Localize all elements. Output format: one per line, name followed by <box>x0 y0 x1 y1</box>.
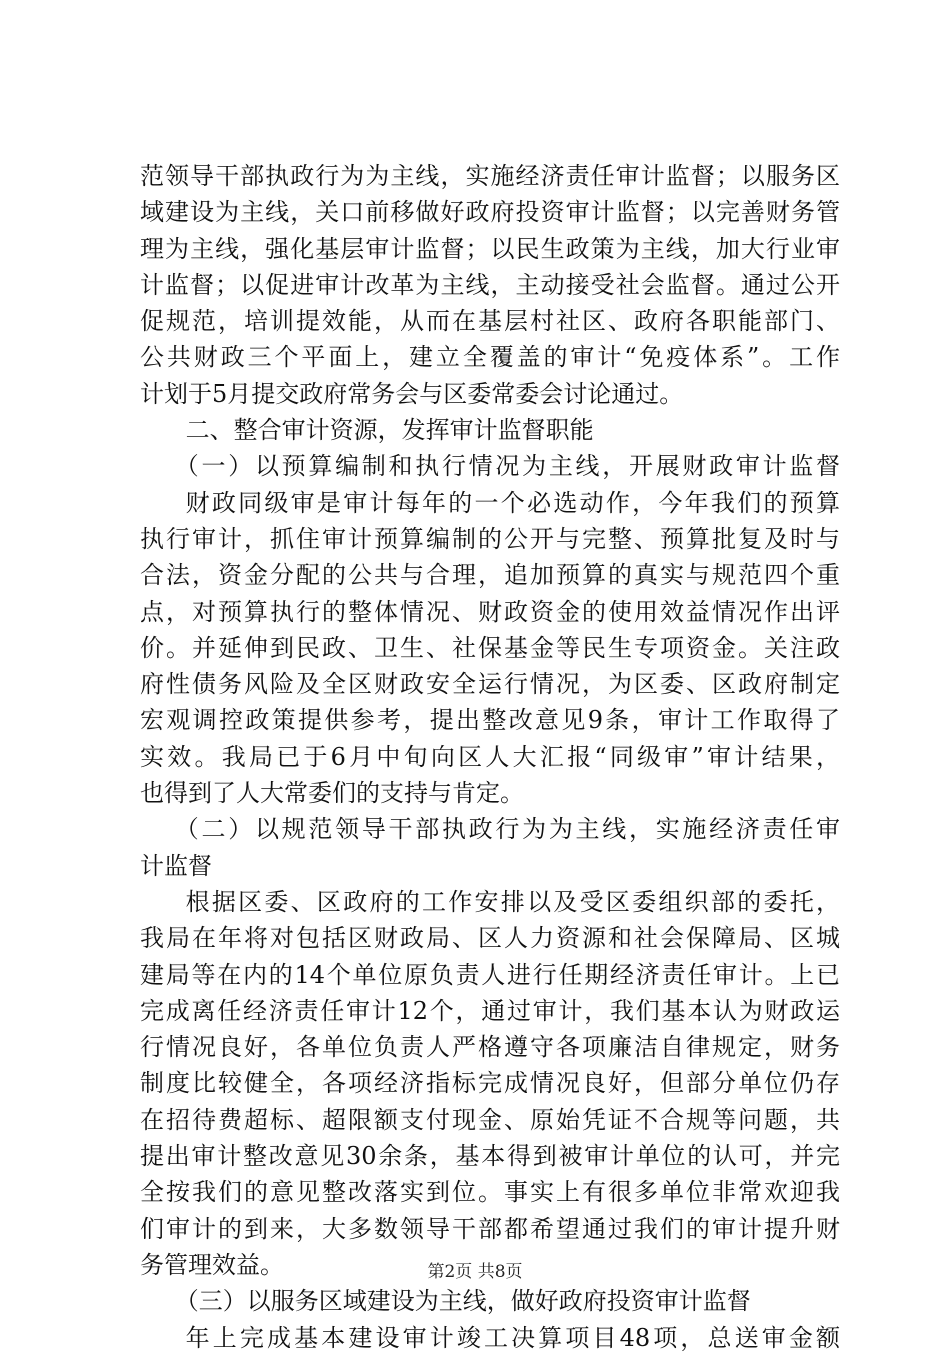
text-line: 范领导干部执政行为为主线，实施经济责任审计监督；以服务区 <box>140 162 840 190</box>
text-line: 公共财政三个平面上，建立全覆盖的审计“免疫体系”。工作 <box>140 343 840 372</box>
text-line: 年上完成基本建设审计竣工决算项目48项，总送审金额 <box>185 1323 840 1352</box>
text-line: 府性债务风险及全区财政安全运行情况，为区委、区政府制定 <box>140 670 840 699</box>
text-line: 合法，资金分配的公共与合理，追加预算的真实与规范四个重 <box>140 561 840 590</box>
text-line: 也得到了人大常委们的支持与肯定。 <box>140 779 524 808</box>
text-line: 促规范，培训提效能，从而在基层村社区、政府各职能部门、 <box>140 307 840 336</box>
text-line: 执行审计，抓住审计预算编制的公开与完整、预算批复及时与 <box>140 524 840 553</box>
text-line: 提出审计整改意见30余条，基本得到被审计单位的认可，并完 <box>140 1142 840 1171</box>
text-line: （一）以预算编制和执行情况为主线，开展财政审计监督 <box>174 452 840 481</box>
text-line: 我局在年将对包括区财政局、区人力资源和社会保障局、区城 <box>140 924 840 953</box>
text-line: 域建设为主线，关口前移做好政府投资审计监督；以完善财务管 <box>140 198 840 227</box>
text-line: 完成离任经济责任审计12个，通过审计，我们基本认为财政运 <box>140 996 840 1025</box>
text-line: 点，对预算执行的整体情况、财政资金的使用效益情况作出评 <box>140 597 840 626</box>
text-line: 务管理效益。 <box>140 1250 284 1279</box>
text-line: （三）以服务区域建设为主线，做好政府投资审计监督 <box>174 1287 751 1316</box>
text-line: 宏观调控政策提供参考，提出整改意见9条，审计工作取得了 <box>140 706 840 735</box>
text-line: 在招待费超标、超限额支付现金、原始凭证不合规等问题，共 <box>140 1105 840 1134</box>
text-line: 理为主线，强化基层审计监督；以民生政策为主线，加大行业审 <box>140 234 840 263</box>
text-line: 二、整合审计资源，发挥审计监督职能 <box>185 416 594 445</box>
text-line: 制度比较健全，各项经济指标完成情况良好，但部分单位仍存 <box>140 1069 840 1098</box>
text-line: 建局等在内的14个单位原负责人进行任期经济责任审计。上已 <box>140 960 840 989</box>
text-line: （二）以规范领导干部执政行为为主线，实施经济责任审 <box>174 815 840 844</box>
text-line: 根据区委、区政府的工作安排以及受区委组织部的委托， <box>185 887 840 916</box>
text-line: 计监督；以促进审计改革为主线，主动接受社会监督。通过公开 <box>140 270 840 299</box>
text-line: 们审计的到来，大多数领导干部都希望通过我们的审计提升财 <box>140 1214 840 1243</box>
text-line: 行情况良好，各单位负责人严格遵守各项廉洁自律规定，财务 <box>140 1033 840 1062</box>
text-line: 计划于5月提交政府常务会与区委常委会讨论通过。 <box>140 379 684 408</box>
page-footer: 第2页 共8页 <box>427 1262 523 1282</box>
text-line: 全按我们的意见整改落实到位。事实上有很多单位非常欢迎我 <box>140 1178 840 1207</box>
text-line: 实效。我局已于6月中旬向区人大汇报“同级审”审计结果， <box>140 742 840 771</box>
text-line: 价。并延伸到民政、卫生、社保基金等民生专项资金。关注政 <box>140 633 840 662</box>
document-body <box>140 158 840 1356</box>
text-line: 财政同级审是审计每年的一个必选动作，今年我们的预算 <box>185 488 840 517</box>
text-line: 计监督 <box>140 851 212 880</box>
